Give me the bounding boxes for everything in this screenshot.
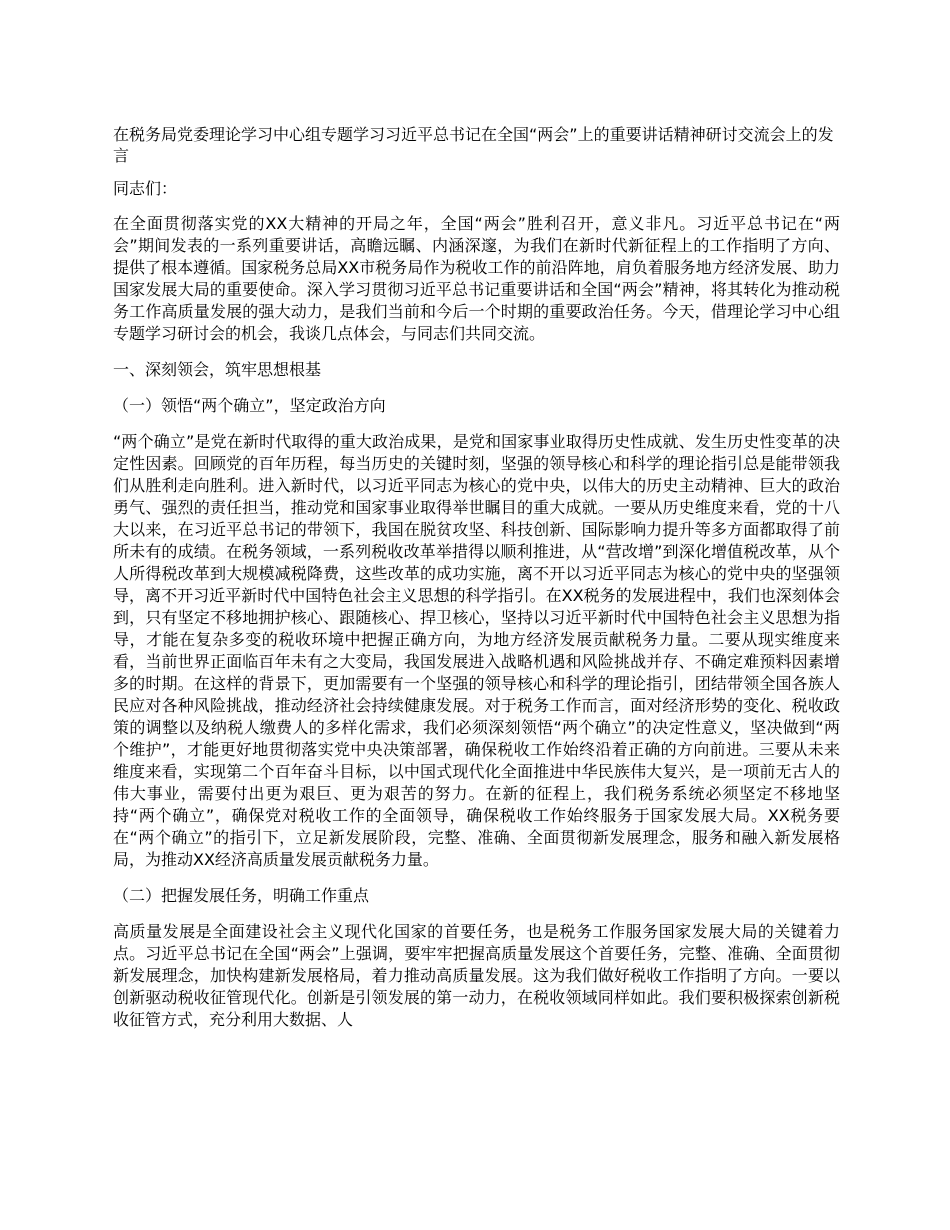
intro-paragraph: 在全面贯彻落实党的XX大精神的开局之年，全国“两会”胜利召开，意义非凡。习近平总书记在“两会”期间发表的一系列重要讲话，高瞻远瞩、内涵深邃，为我们在新时代新征程上的工作指明了方向、提供了根本遵循。国家税务总局XX市税务局作为税收工作的前沿阵地，肩负着服务地方经济发展、助力国家发展大局的重要使命。深入学习贯彻习近平总书记重要讲话和全国“两会”精神，将其转化为推动税务工作高质量发展的强大动力，是我们当前和今后一个时期的重要政治任务。今天，借理论学习中心组专题学习研讨会的机会，我谈几点体会，与同志们共同交流。 [113,214,840,343]
document-page [113,124,840,1045]
subsection-heading-1: （一）领悟“两个确立”，坚定政治方向 [113,396,386,415]
subsection-heading-2: （二）把握发展任务，明确工作重点 [113,886,370,905]
greeting: 同志们： [113,179,178,198]
subsection-body-2: 高质量发展是全面建设社会主义现代化国家的首要任务，也是税务工作服务国家发展大局的关键着力点。习近平总书记在全国“两会”上强调，要牢牢把握高质量发展这个首要任务，完整、准确、全面贯彻新发展理念，加快构建新发展格局，着力推动高质量发展。这为我们做好税收工作指明了方向。一要以创新驱动税收征管现代化。创新是引领发展的第一动力，在税收领域同样如此。我们要积极探索创新税收征管方式，充分利用大数据、人 [113,922,840,1029]
subsection-body-1: “两个确立”是党在新时代取得的重大政治成果，是党和国家事业取得历史性成就、发生历史性变革的决定性因素。回顾党的百年历程，每当历史的关键时刻，坚强的领导核心和科学的理论指引总是能带领我们从胜利走向胜利。进入新时代，以习近平同志为核心的党中央，以伟大的历史主动精神、巨大的政治勇气、强烈的责任担当，推动党和国家事业取得举世瞩目的重大成就。一要从历史维度来看，党的十八大以来，在习近平总书记的带领下，我国在脱贫攻坚、科技创新、国际影响力提升等多方面都取得了前所未有的成绩。在税务领域，一系列税收改革举措得以顺利推进，从“营改增”到深化增值税改革，从个人所得税改革到大规模减税降费，这些改革的成功实施，离不开以习近平同志为核心的党中央的坚强领导，离不开习近平新时代中国特色社会主义思想的科学指引。在XX税务的发展进程中，我们也深刻体会到，只有坚定不移地拥护核心、跟随核心、捍卫核心，坚持以习近平新时代中国特色社会主义思想为指导，才能在复杂多变的税收环境中把握正确方向，为地方经济发展贡献税务力量。二要从现实维度来看，当前世界正面临百年未有之大变局，我国发展进入战略机遇和风险挑战并存、不确定难预料因素增多的时期。在这样的背景下，更加需要有一个坚强的领导核心和科学的理论指引，团结带领全国各族人民应对各种风险挑战，推动经济社会持续健康发展。对于税务工作而言，面对经济形势的变化、税收政策的调整以及纳税人缴费人的多样化需求，我们必须深刻领悟“两个确立”的决定性意义，坚决做到“两个维护”，才能更好地贯彻落实党中央决策部署，确保税收工作始终沿着正确的方向前进。三要从未来维度来看，实现第二个百年奋斗目标，以中国式现代化全面推进中华民族伟大复兴，是一项前无古人的伟大事业，需要付出更为艰巨、更为艰苦的努力。在新的征程上，我们税务系统必须坚定不移地坚持“两个确立”，确保党对税收工作的全面领导，确保税收工作始终服务于国家发展大局。XX税务要在“两个确立”的指引下，立足新发展阶段，完整、准确、全面贯彻新发展理念，服务和融入新发展格局，为推动XX经济高质量发展贡献税务力量。 [113,432,840,869]
section-heading-1: 一、深刻领会，筑牢思想根基 [113,360,322,379]
document-title: 在税务局党委理论学习中心组专题学习习近平总书记在全国“两会”上的重要讲话精神研讨交流会上的发言 [113,125,834,165]
